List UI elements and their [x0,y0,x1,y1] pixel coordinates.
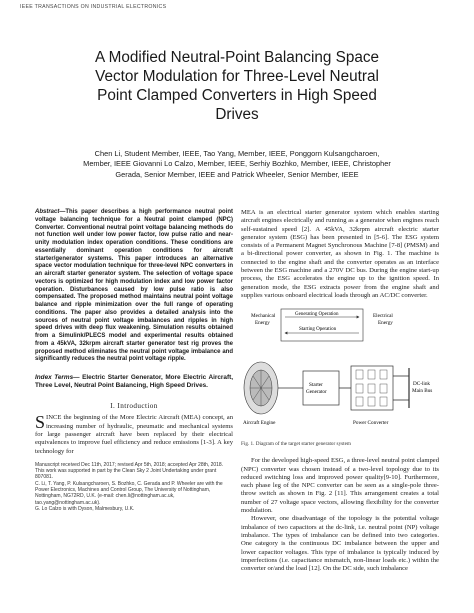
abstract-text: —This paper describes a high performance neutral point voltage balancing technique for a Neutral point clamped (NPC) Converter. Conventional neutral point voltage balancing methods do not function well under low power factor, low pulse ratio and near-unity modulation index operation conditions. These conditions are essentially dominant operation conditions for aircraft starter/generator systems. This paper introduces an alternative space vector modulation technique for three-level NPC converters in an aircraft starter generator system. The selection of voltage space vectors is optimized for high modulation index and low power factor operation. Disturbances caused by low pulse ratio is also compensated. The proposed method maintains neutral point voltage balance and ripple minimization over the full range of operating conditions. The paper also provides a detailed analysis into the sources of neutral point voltage imbalances and ripples in high speed drives with deep flux weakening. Simulation results obtained from a Simulink/PLECS model and experimental results obtained from a 45kVA, 32krpm aircraft starter generator test rig proves the proposed method eliminates the neutral point voltage imbalance and significantly reduces the neutral point voltage ripple. [35,209,233,363]
electrical-energy-label: Energy [378,320,393,327]
figure-1 [241,306,439,438]
index-terms-label: Index Terms [35,374,74,381]
dc-bus-label: Main Bus [412,388,433,395]
index-terms-text: — Electric Starter Generator, More Electric Aircraft, Three Level, Neutral Point Balancing, High Speed Drives. [35,374,233,390]
title-line: Drives [215,106,259,123]
footnote: C. Li, T. Yang, P. Kulsangcharoen, S. Bozhko, C. Gerada and P. Wheeler are with the Power Electronics, Machines and Control Group, The University of Nottingham, Nottingham, NG72RD, U.K. (e-mail: chen.li@nottingham.ac.uk, tao.yang@nottingham.ac.uk). [35,481,223,506]
drop-cap: S [35,412,46,433]
footnotes [35,462,233,513]
right-paragraph-3: However, one disadvantage of the topology is the potential voltage imbalance of two capacitors at the dc-link, i.e. neutral point (NP) voltage imbalance. The types of imbalance can be defined into two categories. One category is the continuous DC imbalance between the upper and lower capacitor voltages. This type of imbalance is typically induced by imperfections (i.e. capacitance mismatch, non-linear loads etc.) within the converter or/and the load [12]. On the DC side, such imbalance [241,515,439,573]
footnote: Manuscript received Dec 11th, 2017; revised Apr 5th, 2018; accepted Apr 28th, 2018. This work was supported in part by the Clean Sky 2 Joint Undertaking under grant 807081. [35,461,224,481]
left-column [35,209,233,513]
starter-generator-box [303,371,339,405]
paper-title [30,48,444,124]
title-line: Point Clamped Converters in High Speed [97,87,377,104]
mechanical-energy-label: Energy [255,320,270,327]
system-diagram [241,306,439,438]
abstract [35,209,233,364]
footnote: G. Lo Calzo is with Dyson, Malmesbury, U.K. [35,506,135,513]
journal-header: IEEE TRANSACTIONS ON INDUSTRIAL ELECTRONICS [20,4,167,10]
abstract-label: Abstract [35,209,60,215]
title-line: A Modified Neutral-Point Balancing Space [94,49,379,66]
right-paragraph-1: MEA is an electrical starter generator system which enables starting aircraft engines electrically and running as a generator when engines reach self-sustained speed [2]. A 45kVA, 32krpm aircraft electric starter generator system (ESG) has been presented in [5-6]. The ESG system consists of a Permanent Magnet Synchronous Machine [7-8] (PMSM) and a bi-directional power converter, as shown in Fig. 1. The machine is connected to the engine shaft and the converter operates as an interface between the ESG machine and a 270V DC bus. During the engine start-up process, the ESG accelerates the engine up to the ignition speed. In generation mode, the ESG extracts power from the engine shaft and supplies various onboard electrical loads through an AC/DC converter. [241,209,439,299]
power-converter-box [351,366,393,410]
section-heading-introduction: I. Introduction [110,402,158,411]
starting-operation-label: Starting Operation [299,327,337,333]
right-paragraph-2: For the developed high-speed ESG, a three-level neutral point clamped (NPC) converter was chosen instead of a two-level topology due to its reduced switching loss and improved power quality[9-10]. Furthermore, each phase leg of the NPC converter can be seen as a single-pole three-throw switch as shown in Fig. 2 [11]. This arrangement creates a total number of 27 voltage space vectors, allowing flexibility for the converter modulation. [241,457,439,515]
author-line: Member, IEEE Giovanni Lo Calzo, Member, IEEE, Serhiy Bozhko, Member, IEEE, Christopher [83,159,391,169]
figure-caption: Fig. 1. Diagram of the target starter generator system [241,441,351,448]
introduction-text [35,414,233,455]
author-list [30,149,444,180]
power-converter-label: Power Converter [353,420,389,427]
electrical-energy-label: Electrical [373,313,393,320]
starter-generator-label: Generator [306,389,327,396]
mechanical-energy-label: Mechanical [251,313,276,320]
starter-generator-label: Starter [309,382,323,389]
aircraft-engine-label: Aircraft Engine [243,420,276,427]
aircraft-engine-icon [244,362,278,414]
dc-bus-label: DC-link [413,381,431,388]
author-line: Chen Li, Student Member, IEEE, Tao Yang, Member, IEEE, Ponggorn Kulsangcharoen, [94,149,380,158]
author-line: Gerada, Senior Member, IEEE and Patrick Wheeler, Senior Member, IEEE [115,169,359,179]
title-line: Vector Modulation for Three-Level Neutral [95,68,379,85]
right-column [241,209,439,573]
index-terms [35,374,233,390]
generating-operation-label: Generating Operation [295,312,339,318]
introduction-paragraph: INCE the beginning of the More Electric Aircraft (MEA) concept, an increasing number of hydraulic, pneumatic and mechanical systems for large passenger aircraft have been replaced by their electrical equivalences to improve fuel efficiency and reduce emissions [1-3]. A key technology for [35,414,233,455]
